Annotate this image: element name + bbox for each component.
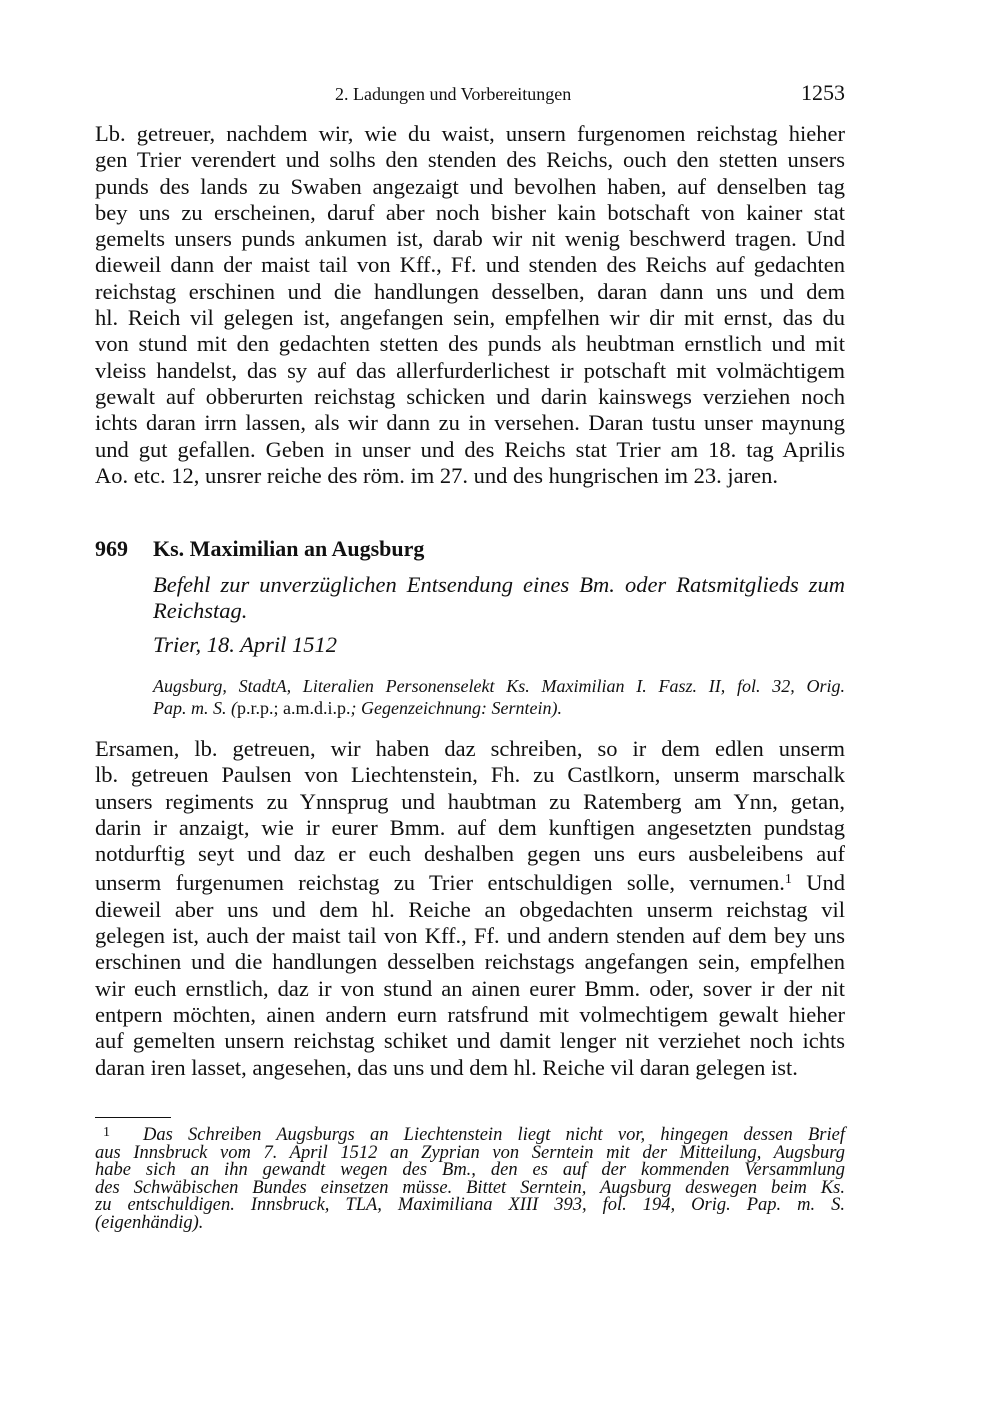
text-line: Lb. getreuer, nachdem wir, wie du waist, unsern furgenomen reichstag hieher xyxy=(95,121,845,146)
source-line xyxy=(153,698,845,720)
text-line: gelegen ist, auch der maist tail von Kff., Ff. und andern stenden auf dem bey uns xyxy=(95,923,845,949)
text-line: (eigenhändig). xyxy=(95,1212,204,1233)
document-title: Ks. Maximilian an Augsburg xyxy=(153,536,425,561)
page-number: 1253 xyxy=(801,80,845,105)
text-line: daran iren lasset, angesehen, das uns und dem hl. Reiche vil daran gelegen ist. xyxy=(95,1054,798,1080)
text: Und xyxy=(791,870,845,896)
regest-line: Befehl zur unverzüglichen Entsendung eines Bm. oder Ratsmitglieds zum xyxy=(153,572,845,597)
source-text: a.m.d.i.p. xyxy=(278,697,351,718)
text-line: dieweil aber uns und dem hl. Reiche an obgedachten unserm reichstag vil xyxy=(95,896,845,922)
document-date: Trier, 18. April 1512 xyxy=(153,632,337,657)
text-line: reichstag erschinen und die handlungen desselben, daran dann uns und dem xyxy=(95,278,845,304)
text-line xyxy=(95,867,845,896)
text-line: hl. Reich vil gelegen ist, angefangen sein, empfelhen wir dir mit ernst, das du xyxy=(95,305,845,331)
running-head xyxy=(95,80,845,108)
text-line xyxy=(95,1124,845,1145)
text-line: Ersamen, lb. getreuen, wir haben daz schreiben, so ir dem edlen unserm xyxy=(95,736,845,761)
document-number: 969 xyxy=(95,536,128,561)
text-line: gemelts unsers punds ankumen ist, darab wir nit wenig beschwerd tragen. Und xyxy=(95,226,845,252)
text-line: bey uns zu erscheinen, daruf aber noch bisher kain botschaft von kainer stat xyxy=(95,199,845,225)
footnote-number: 1 xyxy=(103,1125,110,1140)
text-line: und gut gefallen. Geben in unser und des Reichs stat Trier am 18. tag Aprilis xyxy=(95,436,845,462)
text-line: notdurftig seyt und daz er euch deshalben gegen uns eurs ausbeleibens auf xyxy=(95,841,845,867)
text: unserm furgenumen reichstag zu Trier entschuldigen solle, vernumen. xyxy=(95,870,785,896)
text-line: ichts daran irrn lassen, als wir dann zu in versehen. Daran tustu unser maynung xyxy=(95,410,845,436)
text: Das Schreiben Augsburgs an Liechtenstein liegt nicht vor, hingegen dessen Brief xyxy=(143,1125,845,1145)
text-line: des Schwäbischen Bundes einsetzen müsse. Bittet Serntein, Augsburg deswegen beim Ks. xyxy=(95,1177,845,1198)
regest xyxy=(153,572,845,625)
text-line: entpern möchten, ainen andern eurn ratsfrund mit volmechtigem gewalt hieher xyxy=(95,1001,845,1027)
source-citation xyxy=(153,676,845,719)
text-line: aus Innsbruck vom 7. April 1512 an Zyprian von Serntein mit der Mitteilung, Augsburg xyxy=(95,1142,845,1163)
running-head-title: 2. Ladungen und Vorbereitungen xyxy=(335,84,572,104)
text-line: auf gemelten unsern reichstag schiket und damit lenger nit verziehet noch ichts xyxy=(95,1028,845,1054)
source-text: ; Gegenzeichnung: Serntein). xyxy=(350,697,562,718)
text-line: dieweil dann der maist tail von Kff., Ff. und stenden des Reichs auf gedachten xyxy=(95,252,845,278)
source-line: Augsburg, StadtA, Literalien Personenselekt Ks. Maximilian I. Fasz. II, fol. 32, Orig. xyxy=(153,676,845,696)
text-line: lb. getreuen Paulsen von Liechtenstein, Fh. zu Castlkorn, unserm marschalk xyxy=(95,762,845,788)
letter-paragraph-1 xyxy=(95,121,845,489)
text-line: darin ir anzaigt, wie ir eurer Bmm. auf dem kunftigen angesetzten pundstag xyxy=(95,814,845,840)
text-line: habe sich an ihn gewandt wegen des Bm., den es auf der kommenden Versammlung xyxy=(95,1160,845,1181)
regest-line: Reichstag. xyxy=(153,598,248,624)
text-line: erschinen und die handlungen desselben reichstags angefangen sein, empfelhen xyxy=(95,949,845,975)
letter-paragraph-2 xyxy=(95,736,845,1081)
text-line: unsers regiments zu Ynnsprug und haubtman zu Ratemberg am Ynn, getan, xyxy=(95,788,845,814)
text-line: vleiss handelst, das sy auf das allerfurderlichest ir potschaft mit volmächtigem xyxy=(95,357,845,383)
source-text: p.r.p.; xyxy=(237,697,279,718)
footnote-reference[interactable]: 1 xyxy=(784,872,792,888)
text-line: Ao. etc. 12, unsrer reiche des röm. im 27. und des hungrischen im 23. jaren. xyxy=(95,462,778,488)
source-text: Pap. m. S. ( xyxy=(153,697,237,718)
text-line: zu entschuldigen. Innsbruck, TLA, Maximiliana XIII 393, fol. 194, Orig. Pap. m. S. xyxy=(95,1195,845,1216)
text-line: gen Trier verendert und solhs den stenden des Reichs, ouch den stetten unsers xyxy=(95,147,845,173)
text-line: von stund mit den gedachten stetten des punds als heubtman ernstlich und mit xyxy=(95,331,845,357)
text-line: gewalt auf obberurten reichstag schicken und darin kainswegs verziehen noch xyxy=(95,383,845,409)
text-line: wir euch ernstlich, daz ir von stund an ainen eurer Bmm. oder, sover ir der nit xyxy=(95,975,845,1001)
text-line: punds des lands zu Swaben angezaigt und bevolhen haben, auf denselben tag xyxy=(95,173,845,199)
footnote-rule xyxy=(95,1117,171,1118)
footnote xyxy=(95,1124,845,1233)
